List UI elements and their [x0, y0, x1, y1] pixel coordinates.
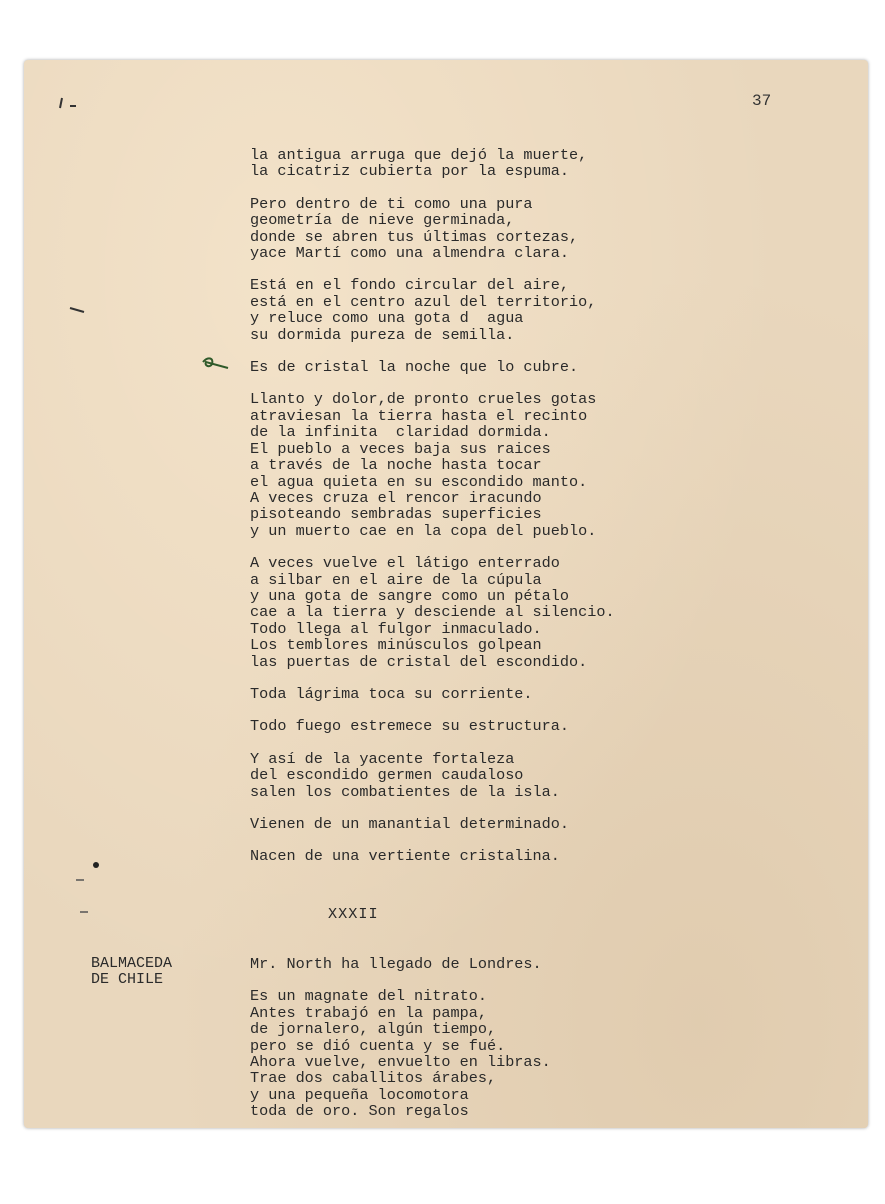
poem-line: a silbar en el aire de la cúpula: [250, 570, 542, 589]
poem-line: Y así de la yacente fortaleza: [250, 749, 515, 768]
poem-line: Mr. North ha llegado de Londres.: [250, 955, 542, 973]
poem-line: a través de la noche hasta tocar: [250, 456, 542, 475]
poem-line: y una pequeña locomotora: [250, 1085, 469, 1104]
poem-line: las puertas de cristal del escondido.: [250, 652, 588, 671]
page-number: 37: [752, 92, 772, 110]
poem-line: Trae dos caballitos árabes,: [250, 1069, 497, 1088]
side-note: [91, 956, 172, 989]
poem-line: donde se abren tus últimas cortezas,: [250, 227, 579, 246]
poem-line: Ahora vuelve, envuelto en libras.: [250, 1053, 551, 1072]
poem-line: A veces cruza el rencor iracundo: [250, 488, 542, 507]
poem-line: Pero dentro de ti como una pura: [250, 194, 533, 213]
poem-line: Toda lágrima toca su corriente.: [250, 684, 533, 703]
section-heading: XXXII: [328, 905, 379, 923]
poem-line: salen los combatientes de la isla.: [250, 782, 560, 801]
stanza: [250, 196, 680, 262]
poem-line: Nacen de una vertiente cristalina.: [250, 847, 560, 866]
poem-line: de la infinita claridad dormida.: [250, 423, 551, 442]
stanza: [250, 555, 680, 670]
poem-line: Es de cristal la noche que lo cubre.: [250, 358, 579, 377]
stanza: [250, 988, 680, 1119]
poem-line: la antigua arruga que dejó la muerte,: [250, 146, 588, 164]
poem-line: Antes trabajó en la pampa,: [250, 1003, 487, 1022]
poem-line: pisoteando sembradas superficies: [250, 505, 542, 524]
side-note-line: BALMACEDA: [91, 955, 173, 972]
stanza: [250, 359, 680, 375]
poem-line: A veces vuelve el látigo enterrado: [250, 554, 560, 573]
poem-line: Está en el fondo circular del aire,: [250, 276, 569, 295]
poem-body: [250, 147, 680, 881]
poem-line: la cicatriz cubierta por la espuma.: [250, 162, 569, 181]
stanza: [250, 147, 680, 180]
poem-line: Los temblores minúsculos golpean: [250, 636, 542, 655]
poem-line: Llanto y dolor,de pronto crueles gotas: [250, 390, 597, 409]
poem-line: está en el centro azul del territorio,: [250, 292, 597, 311]
poem-line: de jornalero, algún tiempo,: [250, 1020, 497, 1039]
poem-line: El pueblo a veces baja sus raices: [250, 439, 551, 458]
poem-line: Todo llega al fulgor inmaculado.: [250, 619, 542, 638]
stanza: [250, 718, 680, 734]
poem-line: y una gota de sangre como un pétalo: [250, 586, 569, 605]
poem-line: cae a la tierra y desciende al silencio.: [250, 603, 615, 622]
poem-line: Vienen de un manantial determinado.: [250, 815, 569, 833]
poem-line: el agua quieta en su escondido manto.: [250, 472, 588, 491]
poem-line: Es un magnate del nitrato.: [250, 987, 487, 1006]
stanza: [250, 277, 680, 343]
stanza: [250, 848, 680, 864]
side-note-line: DE CHILE: [91, 971, 164, 989]
stanza: [250, 956, 680, 972]
poem-line: pero se dió cuenta y se fué.: [250, 1036, 506, 1055]
poem-line: y reluce como una gota d agua: [250, 309, 524, 328]
stanza: [250, 816, 680, 832]
poem-line: atraviesan la tierra hasta el recinto: [250, 406, 588, 425]
stanza: [250, 391, 680, 539]
poem-line: Todo fuego estremece su estructura.: [250, 717, 569, 736]
poem-line: del escondido germen caudaloso: [250, 766, 524, 785]
stanza: [250, 686, 680, 702]
stanza: [250, 751, 680, 800]
section-body: [250, 956, 680, 1136]
poem-line: y un muerto cae en la copa del pueblo.: [250, 521, 597, 540]
poem-line: toda de oro. Son regalos: [250, 1102, 469, 1121]
poem-line: su dormida pureza de semilla.: [250, 325, 515, 344]
poem-line: yace Martí como una almendra clara.: [250, 244, 569, 263]
poem-line: geometría de nieve germinada,: [250, 211, 515, 230]
